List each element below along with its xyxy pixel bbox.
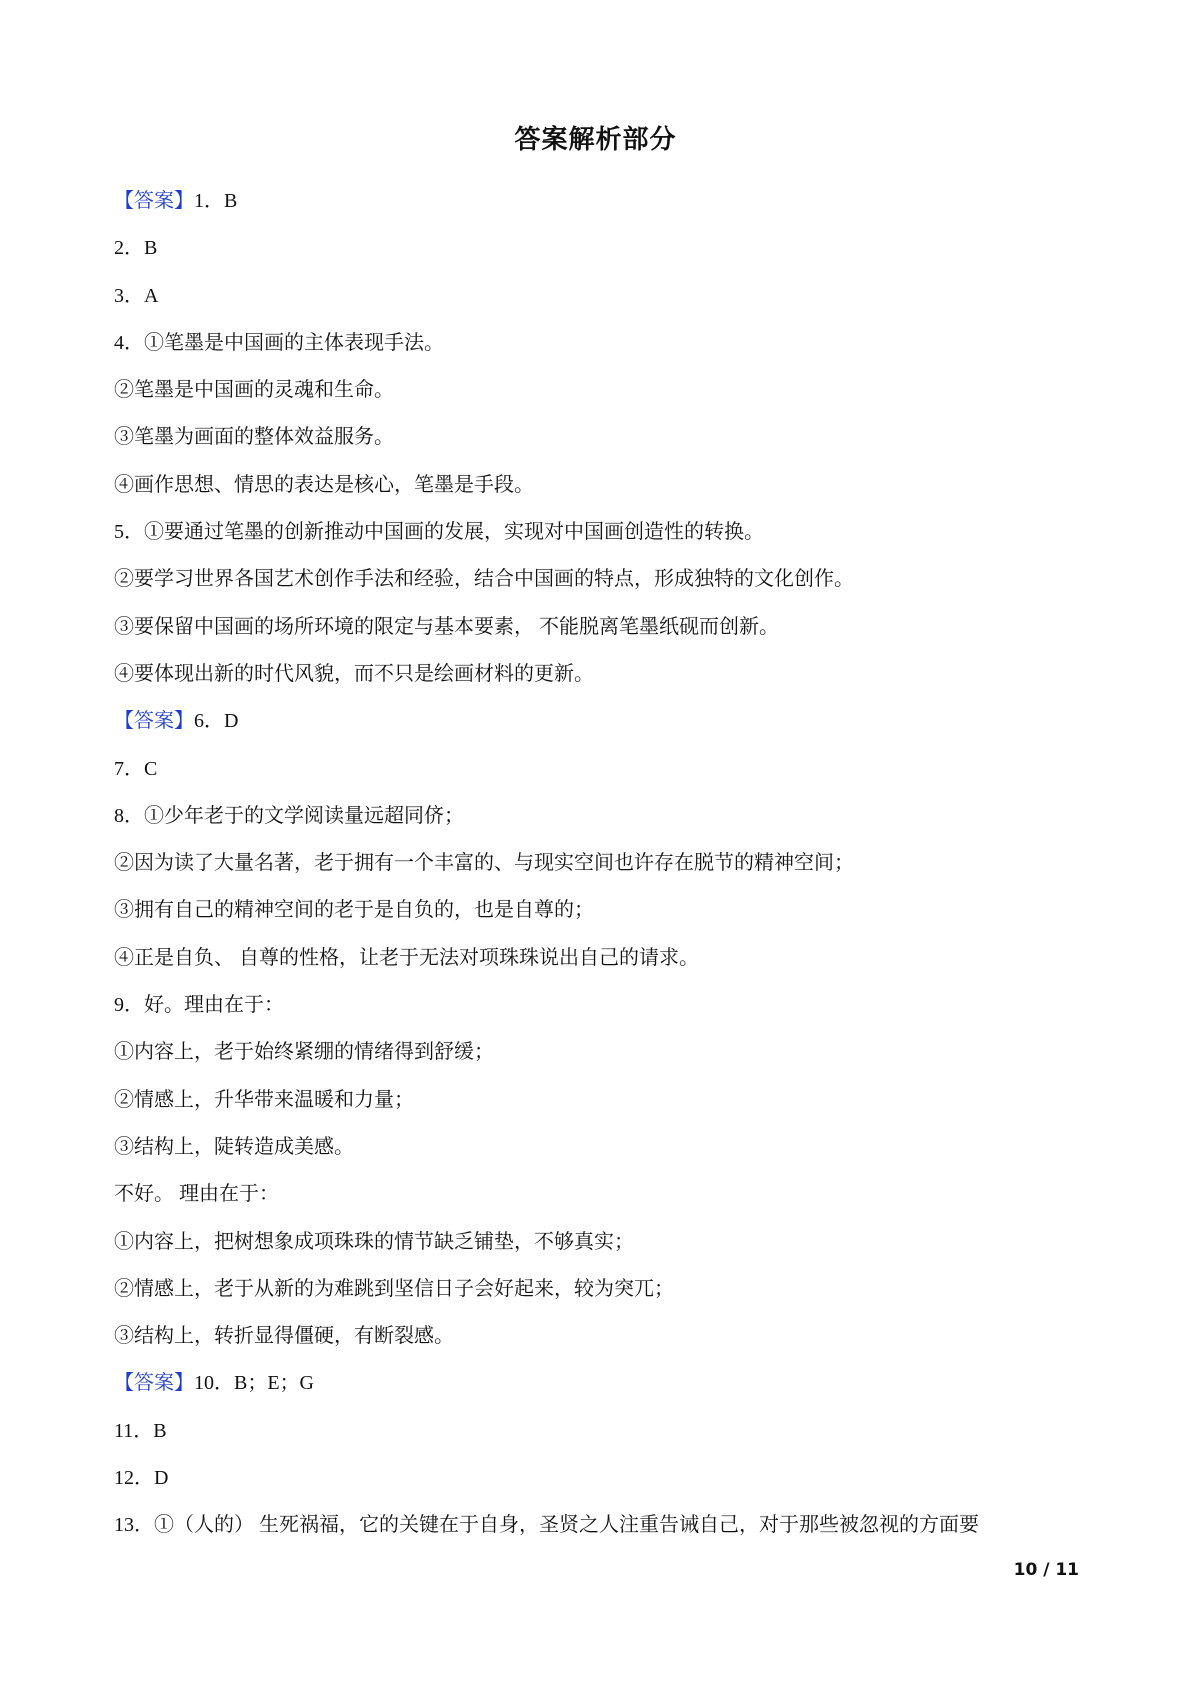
answer-line (114, 1316, 1094, 1363)
answer-text: 12．D (114, 1467, 169, 1490)
answer-line (114, 796, 1094, 843)
answer-tag: 【答案】 (114, 190, 194, 212)
answer-line (114, 701, 1094, 748)
answer-text: 4．①笔墨是中国画的主体表现手法。 (114, 331, 444, 354)
answer-text: ②情感上，升华带来温暖和力量； (114, 1088, 414, 1111)
answer-text: ④要体现出新的时代风貌，而不只是绘画材料的更新。 (114, 662, 594, 685)
answer-text: ③笔墨为画面的整体效益服务。 (114, 426, 394, 449)
answer-line (114, 749, 1094, 796)
page-title: 答案解析部分 (514, 125, 677, 155)
answer-line (114, 417, 1094, 464)
answer-line (114, 843, 1094, 890)
answer-text: 3．A (114, 284, 159, 307)
answer-line (114, 559, 1094, 606)
answer-line (114, 890, 1094, 937)
answer-text: ①内容上，把树想象成项珠珠的情节缺乏铺垫，不够真实； (114, 1230, 634, 1253)
answer-text: ③结构上，陡转造成美感。 (114, 1135, 354, 1158)
answer-line (114, 228, 1094, 275)
answer-line (114, 1032, 1094, 1079)
answer-tag: 【答案】 (114, 710, 194, 733)
answer-line (114, 1222, 1094, 1269)
page-number: 10 / 11 (1013, 1560, 1079, 1580)
answer-text: ④画作思想、情思的表达是核心，笔墨是手段。 (114, 473, 534, 496)
answer-text: 7．C (114, 757, 158, 780)
answer-text: ③拥有自己的精神空间的老于是自负的，也是自尊的； (114, 899, 594, 922)
answer-text: 1．B (194, 190, 238, 212)
answer-line (114, 512, 1094, 559)
answer-text: 13．①（人的） 生死祸福，它的关键在于自身，圣贤之人注重告诫自己，对于那些被忽视的方面要 (114, 1514, 979, 1537)
answer-text: ②情感上，老于从新的为难跳到坚信日子会好起来，较为突兀； (114, 1277, 674, 1300)
answer-line (114, 1363, 1094, 1410)
answer-line (114, 1127, 1094, 1174)
answer-line (114, 323, 1094, 370)
answer-line (114, 607, 1094, 654)
answer-line (114, 181, 1094, 228)
answer-line (114, 654, 1094, 701)
answer-text: ①内容上，老于始终紧绷的情绪得到舒缓； (114, 1041, 494, 1064)
answer-line (114, 1174, 1094, 1221)
answer-tag: 【答案】 (114, 1372, 194, 1395)
answer-text: ②笔墨是中国画的灵魂和生命。 (114, 379, 394, 402)
answer-line (114, 1269, 1094, 1316)
answer-line (114, 985, 1094, 1032)
answer-text: ②因为读了大量名著，老于拥有一个丰富的、与现实空间也许存在脱节的精神空间； (114, 852, 854, 875)
answer-line (114, 370, 1094, 417)
answer-text: ②要学习世界各国艺术创作手法和经验，结合中国画的特点，形成独特的文化创作。 (114, 568, 854, 591)
answer-text: 6．D (194, 710, 239, 733)
answer-text: ④正是自负、 自尊的性格，让老于无法对项珠珠说出自己的请求。 (114, 946, 699, 969)
answer-line (114, 1505, 1094, 1552)
answer-list (114, 181, 1094, 1553)
answer-line (114, 465, 1094, 512)
answer-text: ③要保留中国画的场所环境的限定与基本要素， 不能脱离笔墨纸砚而创新。 (114, 615, 779, 638)
answer-text: 5．①要通过笔墨的创新推动中国画的发展，实现对中国画创造性的转换。 (114, 521, 764, 544)
answer-text: 11．B (114, 1419, 167, 1442)
answer-line (114, 1411, 1094, 1458)
answer-line (114, 276, 1094, 323)
answer-text: 2．B (114, 237, 158, 260)
answer-text: 9．好。理由在于： (114, 994, 284, 1017)
answer-text: 10．B；E；G (194, 1372, 314, 1395)
answer-line (114, 938, 1094, 985)
answer-text: ③结构上，转折显得僵硬，有断裂感。 (114, 1325, 454, 1348)
answer-line (114, 1080, 1094, 1127)
answer-text: 不好。 理由在于： (114, 1183, 279, 1206)
answer-text: 8．①少年老于的文学阅读量远超同侪； (114, 804, 464, 827)
answer-line (114, 1458, 1094, 1505)
